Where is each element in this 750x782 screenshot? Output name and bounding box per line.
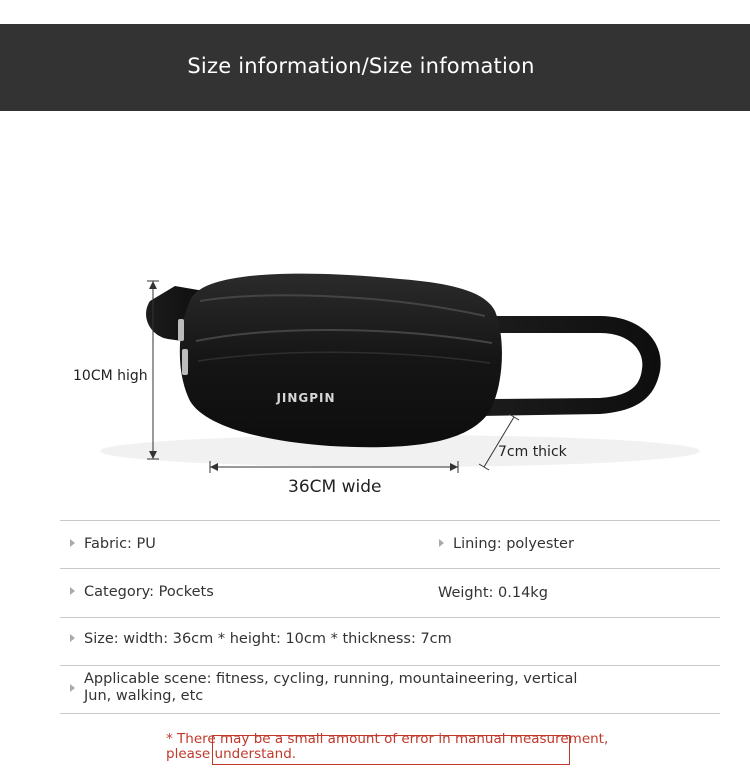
header-banner	[0, 24, 750, 111]
bag-body	[180, 274, 502, 448]
depth-label: 7cm thick	[498, 444, 567, 460]
spec-lining	[439, 536, 574, 552]
spec-size	[70, 631, 452, 647]
height-label: 10CM high	[73, 368, 148, 384]
measurement-note: * There may be a small amount of error in manual measurement, please understand.	[166, 731, 609, 762]
right-strap-inner	[490, 333, 642, 399]
bullet-arrow-icon	[70, 587, 75, 595]
width-label: 36CM wide	[288, 477, 382, 497]
waist-bag-image	[0, 111, 750, 521]
spec-fabric-text: Fabric: PU	[84, 536, 156, 552]
divider	[60, 665, 720, 666]
divider	[60, 617, 720, 618]
spec-category	[70, 584, 214, 600]
spec-lining-text: Lining: polyester	[453, 536, 574, 552]
brand-logo: JINGPIN	[276, 391, 336, 405]
spec-scene-text: Applicable scene: fitness, cycling, running, mountaineering, vertical Jun, walking, etc	[84, 671, 578, 704]
bullet-arrow-icon	[70, 684, 75, 692]
product-image-area	[0, 111, 750, 521]
zipper-pull-2	[182, 349, 188, 375]
page-title: Size information/Size infomation	[187, 54, 535, 78]
bullet-arrow-icon	[70, 539, 75, 547]
spec-scene	[70, 671, 604, 705]
spec-weight-text: Weight: 0.14kg	[438, 585, 548, 601]
bullet-arrow-icon	[70, 634, 75, 642]
spec-size-text: Size: width: 36cm * height: 10cm * thickness: 7cm	[84, 631, 452, 647]
divider	[60, 713, 720, 714]
spec-fabric	[70, 536, 156, 552]
bullet-arrow-icon	[439, 539, 444, 547]
spec-category-text: Category: Pockets	[84, 584, 214, 600]
spec-weight	[438, 585, 548, 601]
divider	[60, 568, 720, 569]
zipper-pull-1	[178, 319, 184, 341]
